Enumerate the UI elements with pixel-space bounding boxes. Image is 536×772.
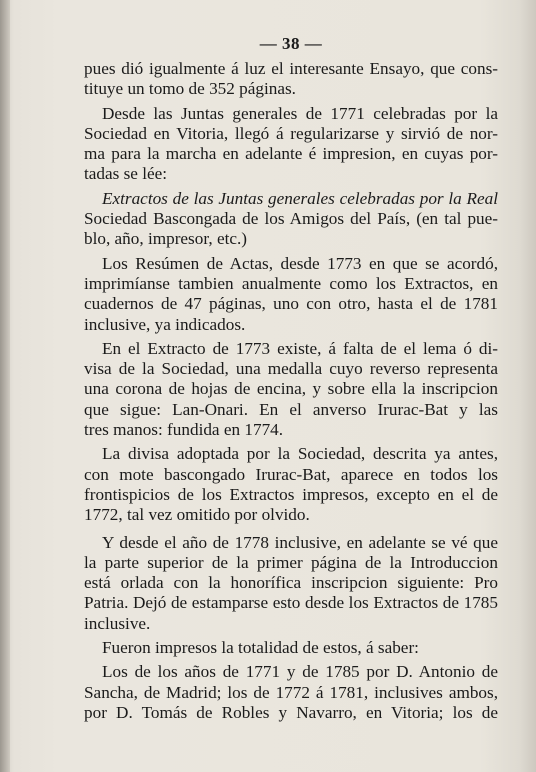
text-line: inclusive, ya indicados. [84, 314, 246, 334]
text-line: En el Extracto de 1773 existe, á falta de el lema ó di- [102, 338, 498, 358]
paragraph [84, 189, 498, 250]
text-line: frontispicios de los Extractos impresos, excepto en el de [84, 484, 498, 504]
text-line: visa de la Sociedad, una medalla cuyo reverso representa [84, 359, 498, 379]
text-line: Y desde el año de 1778 inclusive, en adelante se vé que [102, 532, 498, 552]
text-line: Fueron impresos la totalidad de estos, á saber: [102, 638, 419, 658]
text-line: Los de los años de 1771 y de 1785 por D. Antonio de [102, 662, 498, 682]
text-line: una corona de hojas de encina, y sobre ella la inscripcion [84, 379, 498, 399]
text-line: está orlada con la honorífica inscripcion siguiente: Pro [84, 573, 498, 593]
text-line: tituye un tomo de 352 páginas. [84, 79, 296, 99]
text-line: tadas se lée: [84, 164, 168, 184]
text-line: 1772, tal vez omitido por olvido. [84, 505, 310, 525]
text-line: pues dió igualmente á luz el interesante Ensayo, que cons- [84, 59, 498, 78]
text-line: Los Resúmen de Actas, desde 1773 en que se acordó, [102, 253, 498, 273]
text-line: Sociedad en Vitoria, llegó á regularizarse y sirvió de nor- [84, 123, 498, 143]
paragraph [84, 638, 498, 658]
text-line: con mote bascongado Irurac-Bat, aparece en todos los [84, 464, 498, 484]
text-line: blo, año, impresor, etc.) [84, 229, 248, 249]
text-line: ma para la marcha en adelante é impresion, en cuyas por- [84, 144, 498, 164]
text-line: Extractos de las Juntas generales celebradas por la Real [102, 188, 498, 208]
text-line: Desde las Juntas generales de 1771 celebradas por la [102, 103, 498, 123]
paragraph [84, 444, 498, 525]
text-line: Sociedad Bascongada de los Amigos del País, (en tal pue- [84, 209, 498, 229]
paragraph [84, 254, 498, 335]
text-line: que sigue: Lan-Onari. En el anverso Irurac-Bat y las [84, 399, 498, 419]
paragraph [84, 662, 498, 723]
paragraph [84, 104, 498, 185]
page-number: — 38 — [259, 34, 323, 53]
text-line: La divisa adoptada por la Sociedad, descrita ya antes, [102, 444, 498, 464]
text-line: la parte superior de la primer página de la Introduccion [84, 552, 498, 572]
paragraph [84, 59, 498, 100]
page-gutter [0, 0, 10, 772]
paragraph [84, 533, 498, 634]
text-line: por D. Tomás de Robles y Navarro, en Vitoria; los de [84, 702, 498, 722]
text-line: cuadernos de 47 páginas, uno con otro, hasta el de 1781 [84, 294, 498, 314]
text-line: inclusive. [84, 613, 151, 633]
text-line: Sancha, de Madrid; los de 1772 á 1781, inclusives ambos, [84, 682, 498, 702]
page-text [84, 34, 498, 723]
text-line: tres manos: fundida en 1774. [84, 420, 284, 440]
text-line: Patria. Dejó de estamparse esto desde los Extractos de 1785 [84, 593, 498, 613]
paragraph [84, 339, 498, 440]
text-line: imprimíanse tambien anualmente como los Extractos, en [84, 273, 498, 293]
